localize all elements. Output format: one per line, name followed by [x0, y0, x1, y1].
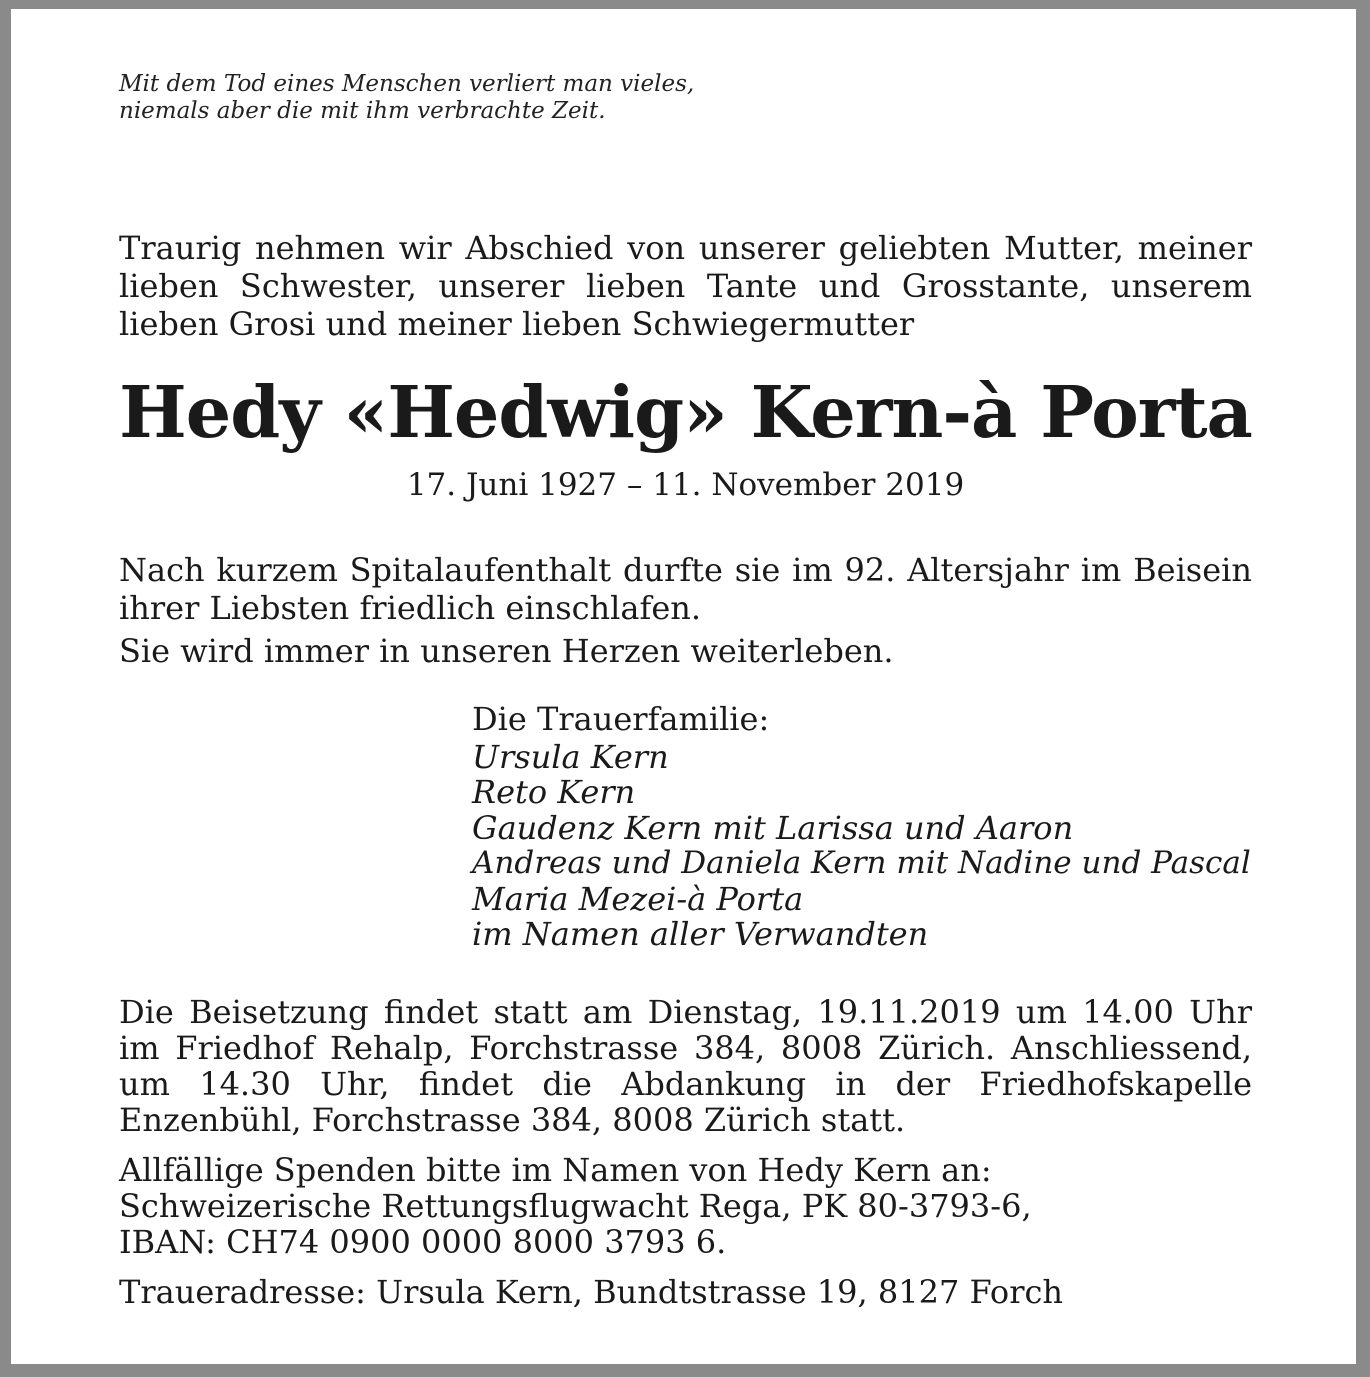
- obituary-page: [11, 9, 1356, 1364]
- motto-line: niemals aber die mit ihm verbrachte Zeit.: [119, 98, 606, 124]
- family-label: Die Trauerfamilie:: [472, 700, 770, 738]
- family-list: [472, 702, 1262, 953]
- intro-paragraph: Traurig nehmen wir Abschied von unserer geliebten Mutter, meiner lieben Schwester, unserer lieben Tante und Grosstante, unserem lieben Grosi und meiner lieben Schwiegermutter: [119, 229, 1252, 343]
- motto-quote: [119, 71, 1252, 125]
- donation-iban: IBAN: CH74 0900 0000 8000 3793 6.: [119, 1223, 727, 1261]
- family-member: im Namen aller Verwandten: [472, 915, 929, 953]
- funeral-paragraph: Die Beisetzung findet statt am Dienstag, 19.11.2019 um 14.00 Uhr im Friedhof Rehalp, Forchstrasse 384, 8008 Zürich. Anschliessend, um 14.30 Uhr, findet die Abdankung in der Friedhofskapelle Enzenbühl, Forchstrasse 384, 8008 Zürich statt.: [119, 993, 1252, 1139]
- family-member: Ursula Kern: [472, 737, 669, 776]
- legacy-line: Sie wird immer in unseren Herzen weiterleben.: [119, 632, 894, 670]
- donation-line: Schweizerische Rettungsflugwacht Rega, PK 80-3793-6,: [119, 1187, 1032, 1225]
- family-member: Andreas und Daniela Kern mit Nadine und Pascal: [472, 845, 1251, 881]
- life-dates: 17. Juni 1927 – 11. November 2019: [406, 467, 965, 503]
- passing-paragraph: Nach kurzem Spitalaufenthalt durfte sie im 92. Altersjahr im Beisein ihrer Liebsten friedlich einschlafen.: [119, 551, 1252, 627]
- family-member: Reto Kern: [472, 773, 636, 811]
- deceased-name: Hedy «Hedwig» Kern-à Porta: [119, 370, 1252, 454]
- family-member: Maria Mezei-à Porta: [472, 879, 804, 918]
- motto-line: Mit dem Tod eines Menschen verliert man vieles,: [119, 71, 695, 97]
- mourning-address: Traueradresse: Ursula Kern, Bundtstrasse 19, 8127 Forch: [119, 1273, 1064, 1311]
- family-member: Gaudenz Kern mit Larissa und Aaron: [472, 808, 1074, 847]
- donation-info: [119, 1152, 1252, 1260]
- donation-line: Allfällige Spenden bitte im Namen von Hedy Kern an:: [119, 1151, 992, 1189]
